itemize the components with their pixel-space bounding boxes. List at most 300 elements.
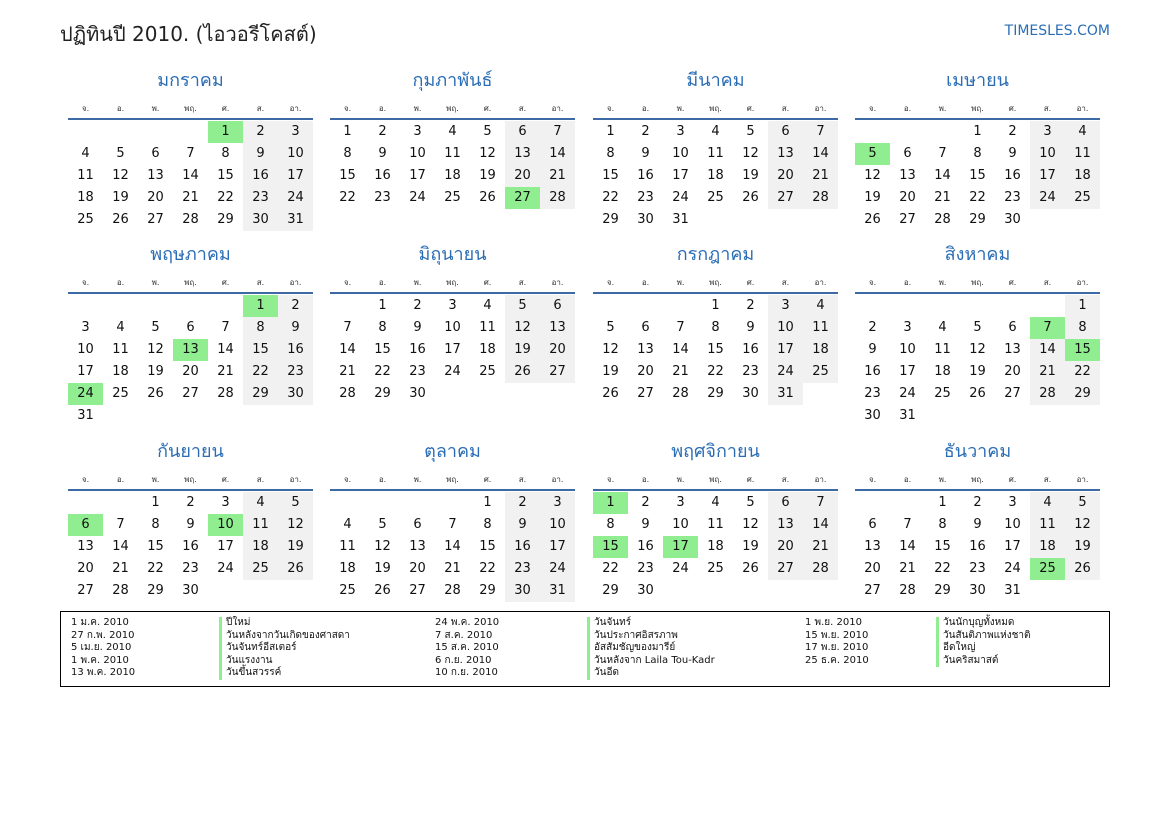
day-cell: 4 — [448, 124, 457, 139]
day-cell: 2 — [278, 295, 313, 317]
day-cell: 10 — [1004, 517, 1021, 532]
day-cell: 8 — [243, 317, 278, 339]
legend-holiday-name: วันอีด — [587, 667, 619, 680]
day-cell: 21 — [217, 364, 234, 379]
weekday-label: พฤ. — [709, 104, 722, 113]
legend-holiday-name: วันจันทร์ — [587, 617, 631, 630]
day-cell: 3 — [278, 121, 313, 143]
day-cell: 9 — [186, 517, 195, 532]
day-cell: 4 — [1030, 492, 1065, 514]
day-cell: 27 — [768, 558, 803, 580]
weekday-label: พ. — [676, 104, 685, 113]
legend-holiday-name: อัสสัมชัญของมารีย์ — [587, 642, 675, 655]
weekday-label: อา. — [551, 475, 564, 484]
day-cell: 23 — [1004, 190, 1021, 205]
day-cell: 7 — [938, 146, 947, 161]
day-cell: 24 — [768, 361, 803, 383]
day-cell: 8 — [606, 517, 615, 532]
legend-date: 17 พ.ย. 2010 — [805, 642, 869, 653]
day-cell: 2 — [973, 495, 982, 510]
day-cell: 16 — [637, 539, 654, 554]
weekday-label: จ. — [81, 475, 90, 484]
day-cell: 29 — [243, 383, 278, 405]
day-cell: 11 — [77, 168, 94, 183]
day-cell: 19 — [278, 536, 313, 558]
day-cell: 8 — [711, 320, 720, 335]
day-cell: 3 — [676, 124, 685, 139]
weekday-label: จ. — [343, 104, 352, 113]
day-cell: 3 — [448, 298, 457, 313]
day-cell: 8 — [378, 320, 387, 335]
weekday-label: ส. — [256, 278, 265, 287]
month-2 — [330, 68, 575, 205]
holiday-day-cell: 1 — [208, 121, 243, 143]
month-name: มกราคม — [157, 70, 224, 91]
day-cell: 28 — [217, 386, 234, 401]
day-cell: 13 — [409, 539, 426, 554]
day-cell: 16 — [409, 342, 426, 357]
day-cell: 12 — [864, 168, 881, 183]
day-cell: 13 — [637, 342, 654, 357]
day-cell: 9 — [243, 143, 278, 165]
day-cell: 9 — [868, 342, 877, 357]
day-cell: 3 — [676, 495, 685, 510]
day-cell: 7 — [803, 492, 838, 514]
weekday-label: พ. — [676, 475, 685, 484]
day-cell: 25 — [243, 558, 278, 580]
day-cell: 14 — [1030, 339, 1065, 361]
day-cell: 24 — [540, 558, 575, 580]
holiday-day-cell: 13 — [173, 339, 208, 361]
holiday-legend — [60, 611, 1110, 687]
legend-date: 10 ก.ย. 2010 — [435, 667, 498, 678]
day-cell: 22 — [707, 364, 724, 379]
day-cell: 28 — [540, 187, 575, 209]
weekday-label: อา. — [1076, 475, 1089, 484]
day-cell: 26 — [969, 386, 986, 401]
day-cell: 15 — [217, 168, 234, 183]
day-cell: 26 — [112, 212, 129, 227]
day-cell: 28 — [899, 583, 916, 598]
legend-date: 1 พ.ค. 2010 — [71, 654, 129, 666]
day-cell: 23 — [637, 561, 654, 576]
day-cell: 19 — [742, 168, 759, 183]
day-cell: 6 — [505, 121, 540, 143]
day-cell: 17 — [217, 539, 234, 554]
legend-holiday-name: วันประกาศอิสรภาพ — [587, 630, 678, 643]
day-cell: 17 — [540, 536, 575, 558]
day-cell: 25 — [339, 583, 356, 598]
day-cell: 23 — [278, 361, 313, 383]
day-cell: 6 — [186, 320, 195, 335]
day-cell: 9 — [973, 517, 982, 532]
day-cell: 29 — [1065, 383, 1100, 405]
weekday-label: จ. — [81, 104, 90, 113]
day-cell: 21 — [672, 364, 689, 379]
day-cell: 24 — [672, 190, 689, 205]
day-cell: 14 — [672, 342, 689, 357]
weekday-label: พ. — [151, 475, 160, 484]
day-cell: 2 — [378, 124, 387, 139]
day-cell: 10 — [768, 317, 803, 339]
weekday-label: อ. — [378, 278, 387, 287]
weekday-label: อ. — [903, 104, 912, 113]
day-cell: 31 — [1004, 583, 1021, 598]
day-cell: 14 — [217, 342, 234, 357]
legend-holiday-name: วันจันทร์อีสเตอร์ — [219, 642, 297, 655]
day-cell: 16 — [1004, 168, 1021, 183]
day-cell: 23 — [505, 558, 540, 580]
month-name: พฤษภาคม — [150, 244, 231, 265]
day-cell: 25 — [479, 364, 496, 379]
weekday-label: ส. — [256, 475, 265, 484]
month-name: กุมภาพันธ์ — [412, 70, 493, 91]
day-cell: 25 — [77, 212, 94, 227]
day-cell: 20 — [1004, 364, 1021, 379]
day-cell: 25 — [112, 386, 129, 401]
day-cell: 25 — [444, 190, 461, 205]
weekday-label: อ. — [378, 475, 387, 484]
day-cell: 11 — [339, 539, 356, 554]
day-cell: 29 — [374, 386, 391, 401]
holiday-day-cell: 17 — [663, 536, 698, 558]
day-cell: 20 — [540, 339, 575, 361]
day-cell: 31 — [278, 209, 313, 231]
site-link[interactable]: TIMESLES.COM — [1004, 23, 1110, 39]
day-cell: 13 — [147, 168, 164, 183]
day-cell: 9 — [278, 317, 313, 339]
day-cell: 16 — [374, 168, 391, 183]
legend-date: 15 ส.ค. 2010 — [435, 642, 499, 653]
day-cell: 21 — [540, 165, 575, 187]
day-cell: 15 — [479, 539, 496, 554]
day-cell: 5 — [746, 124, 755, 139]
weekday-header — [593, 272, 838, 294]
day-cell: 30 — [243, 209, 278, 231]
weekday-label: ศ. — [1008, 475, 1017, 484]
day-cell: 2 — [641, 124, 650, 139]
day-cell: 12 — [602, 342, 619, 357]
month-1 — [68, 68, 313, 227]
legend-holiday-name: วันขึ้นสวรรค์ — [219, 667, 281, 680]
day-cell: 20 — [409, 561, 426, 576]
holiday-day-cell: 27 — [505, 187, 540, 209]
weekday-label: อา. — [289, 475, 302, 484]
weekday-label: อ. — [378, 104, 387, 113]
day-cell: 3 — [81, 320, 90, 335]
day-cell: 7 — [803, 121, 838, 143]
weekday-header — [330, 469, 575, 491]
weekday-label: ส. — [1043, 278, 1052, 287]
day-cell: 23 — [243, 187, 278, 209]
day-cell: 29 — [147, 583, 164, 598]
weekday-label: ศ. — [221, 475, 230, 484]
day-cell: 5 — [278, 492, 313, 514]
weekday-label: พฤ. — [971, 104, 984, 113]
day-cell: 8 — [973, 146, 982, 161]
weekday-label: จ. — [606, 104, 615, 113]
day-cell: 27 — [182, 386, 199, 401]
day-cell: 28 — [444, 583, 461, 598]
day-cell: 22 — [339, 190, 356, 205]
month-8 — [855, 242, 1100, 423]
weekday-label: พฤ. — [709, 475, 722, 484]
day-cell: 1 — [378, 298, 387, 313]
day-cell: 26 — [505, 361, 540, 383]
day-cell: 10 — [278, 143, 313, 165]
day-cell: 18 — [479, 342, 496, 357]
day-cell: 14 — [803, 514, 838, 536]
day-cell: 18 — [803, 339, 838, 361]
day-cell: 28 — [803, 558, 838, 580]
day-cell: 19 — [147, 364, 164, 379]
day-cell: 30 — [409, 386, 426, 401]
day-cell: 10 — [899, 342, 916, 357]
day-cell: 11 — [803, 317, 838, 339]
day-cell: 6 — [540, 295, 575, 317]
day-cell: 26 — [278, 558, 313, 580]
weekday-label: พ. — [413, 475, 422, 484]
legend-holiday-name: วันนักบุญทั้งหมด — [936, 617, 1014, 630]
weekday-label: พ. — [413, 104, 422, 113]
day-cell: 13 — [768, 143, 803, 165]
day-cell: 20 — [182, 364, 199, 379]
day-cell: 27 — [540, 361, 575, 383]
day-cell: 17 — [768, 339, 803, 361]
weekday-label: จ. — [868, 104, 877, 113]
day-cell: 10 — [444, 320, 461, 335]
weekday-label: ศ. — [746, 278, 755, 287]
day-cell: 17 — [77, 364, 94, 379]
day-cell: 5 — [606, 320, 615, 335]
day-cell: 16 — [637, 168, 654, 183]
day-cell: 31 — [672, 212, 689, 227]
day-cell: 18 — [339, 561, 356, 576]
weekday-label: ส. — [781, 104, 790, 113]
day-cell: 21 — [1030, 361, 1065, 383]
day-cell: 12 — [278, 514, 313, 536]
day-cell: 21 — [182, 190, 199, 205]
day-cell: 19 — [602, 364, 619, 379]
day-cell: 17 — [278, 165, 313, 187]
day-cell: 19 — [742, 539, 759, 554]
weekday-label: ศ. — [746, 104, 755, 113]
day-cell: 11 — [243, 514, 278, 536]
day-cell: 23 — [409, 364, 426, 379]
weekday-header — [330, 98, 575, 120]
month-name: มิถุนายน — [418, 244, 487, 265]
weekday-label: จ. — [606, 278, 615, 287]
holiday-day-cell: 6 — [68, 514, 103, 536]
day-cell: 16 — [278, 339, 313, 361]
day-cell: 28 — [1030, 383, 1065, 405]
day-cell: 7 — [448, 517, 457, 532]
day-cell: 30 — [637, 583, 654, 598]
day-cell: 26 — [864, 212, 881, 227]
legend-holiday-name: วันคริสมาสต์ — [936, 655, 998, 668]
day-cell: 2 — [1008, 124, 1017, 139]
day-cell: 21 — [803, 536, 838, 558]
day-cell: 11 — [707, 517, 724, 532]
day-cell: 31 — [899, 408, 916, 423]
weekday-label: ส. — [1043, 475, 1052, 484]
day-cell: 1 — [606, 124, 615, 139]
weekday-label: จ. — [868, 475, 877, 484]
day-cell: 15 — [602, 168, 619, 183]
day-cell: 31 — [540, 580, 575, 602]
day-cell: 9 — [641, 146, 650, 161]
weekday-label: อ. — [903, 278, 912, 287]
weekday-label: จ. — [343, 278, 352, 287]
day-cell: 13 — [540, 317, 575, 339]
day-cell: 18 — [707, 168, 724, 183]
legend-date: 1 พ.ย. 2010 — [805, 617, 862, 628]
day-cell: 30 — [278, 383, 313, 405]
holiday-day-cell: 10 — [208, 514, 243, 536]
day-cell: 27 — [77, 583, 94, 598]
day-cell: 7 — [343, 320, 352, 335]
weekday-label: พฤ. — [971, 278, 984, 287]
day-cell: 26 — [742, 561, 759, 576]
day-cell: 6 — [151, 146, 160, 161]
day-cell: 21 — [339, 364, 356, 379]
month-3 — [593, 68, 838, 227]
day-cell: 27 — [147, 212, 164, 227]
month-11 — [593, 439, 838, 598]
day-cell: 10 — [540, 514, 575, 536]
day-cell: 22 — [934, 561, 951, 576]
day-cell: 4 — [81, 146, 90, 161]
day-cell: 11 — [1065, 143, 1100, 165]
day-cell: 27 — [864, 583, 881, 598]
day-cell: 6 — [1008, 320, 1017, 335]
day-cell: 4 — [711, 495, 720, 510]
day-cell: 14 — [339, 342, 356, 357]
day-cell: 30 — [742, 386, 759, 401]
day-cell: 9 — [505, 514, 540, 536]
weekday-label: พฤ. — [971, 475, 984, 484]
weekday-label: อ. — [116, 475, 125, 484]
weekday-label: อ. — [903, 475, 912, 484]
weekday-label: พฤ. — [184, 475, 197, 484]
day-cell: 4 — [343, 517, 352, 532]
day-cell: 20 — [77, 561, 94, 576]
day-cell: 5 — [378, 517, 387, 532]
day-cell: 31 — [77, 408, 94, 423]
weekday-label: พ. — [938, 278, 947, 287]
day-cell: 29 — [217, 212, 234, 227]
day-cell: 26 — [374, 583, 391, 598]
legend-date: 1 ม.ค. 2010 — [71, 617, 129, 628]
day-cell: 19 — [112, 190, 129, 205]
weekday-label: ศ. — [483, 475, 492, 484]
day-cell: 27 — [768, 187, 803, 209]
day-cell: 30 — [505, 580, 540, 602]
day-cell: 28 — [803, 187, 838, 209]
page-title: ปฏิทินปี 2010. (ไอวอรีโคสต์) — [60, 22, 317, 46]
weekday-label: พ. — [151, 104, 160, 113]
day-cell: 9 — [378, 146, 387, 161]
day-cell: 8 — [343, 146, 352, 161]
day-cell: 1 — [973, 124, 982, 139]
month-4 — [855, 68, 1100, 227]
legend-date: 24 พ.ค. 2010 — [435, 617, 500, 628]
day-cell: 1 — [483, 495, 492, 510]
day-cell: 22 — [217, 190, 234, 205]
day-cell: 7 — [540, 121, 575, 143]
day-cell: 3 — [540, 492, 575, 514]
weekday-label: อ. — [641, 278, 650, 287]
day-cell: 12 — [1065, 514, 1100, 536]
day-cell: 25 — [1065, 187, 1100, 209]
day-cell: 5 — [746, 495, 755, 510]
day-cell: 11 — [934, 342, 951, 357]
day-cell: 22 — [1065, 361, 1100, 383]
weekday-label: ส. — [781, 475, 790, 484]
weekday-label: พฤ. — [446, 104, 459, 113]
weekday-label: ศ. — [1008, 278, 1017, 287]
day-cell: 17 — [409, 168, 426, 183]
weekday-label: อา. — [814, 278, 827, 287]
day-cell: 17 — [1004, 539, 1021, 554]
weekday-label: ศ. — [1008, 104, 1017, 113]
day-cell: 12 — [112, 168, 129, 183]
day-cell: 15 — [707, 342, 724, 357]
day-cell: 29 — [707, 386, 724, 401]
day-cell: 12 — [505, 317, 540, 339]
month-name: เมษายน — [946, 70, 1009, 91]
day-cell: 18 — [243, 536, 278, 558]
weekday-label: ส. — [518, 475, 527, 484]
weekday-header — [68, 98, 313, 120]
day-cell: 2 — [413, 298, 422, 313]
holiday-day-cell: 1 — [243, 295, 278, 317]
weekday-label: พ. — [676, 278, 685, 287]
day-cell: 24 — [672, 561, 689, 576]
day-cell: 24 — [899, 386, 916, 401]
day-cell: 23 — [637, 190, 654, 205]
weekday-label: ส. — [518, 104, 527, 113]
day-cell: 14 — [444, 539, 461, 554]
day-cell: 26 — [479, 190, 496, 205]
day-cell: 12 — [479, 146, 496, 161]
month-name: สิงหาคม — [944, 244, 1011, 265]
day-cell: 9 — [746, 320, 755, 335]
day-cell: 1 — [343, 124, 352, 139]
day-cell: 6 — [768, 492, 803, 514]
month-name: ธันวาคม — [943, 441, 1012, 462]
day-cell: 19 — [969, 364, 986, 379]
day-cell: 22 — [243, 361, 278, 383]
day-cell: 1 — [1065, 295, 1100, 317]
weekday-header — [855, 469, 1100, 491]
day-cell: 2 — [641, 495, 650, 510]
weekday-label: พฤ. — [709, 278, 722, 287]
weekday-label: ส. — [256, 104, 265, 113]
day-cell: 3 — [221, 495, 230, 510]
day-cell: 27 — [899, 212, 916, 227]
holiday-day-cell: 5 — [855, 143, 890, 165]
day-cell: 11 — [444, 146, 461, 161]
month-name: มีนาคม — [686, 70, 745, 91]
day-cell: 25 — [707, 190, 724, 205]
day-cell: 9 — [413, 320, 422, 335]
legend-holiday-name: วันแรงงาน — [219, 655, 272, 668]
day-cell: 22 — [479, 561, 496, 576]
weekday-label: พ. — [151, 278, 160, 287]
day-cell: 4 — [803, 295, 838, 317]
weekday-header — [330, 272, 575, 294]
